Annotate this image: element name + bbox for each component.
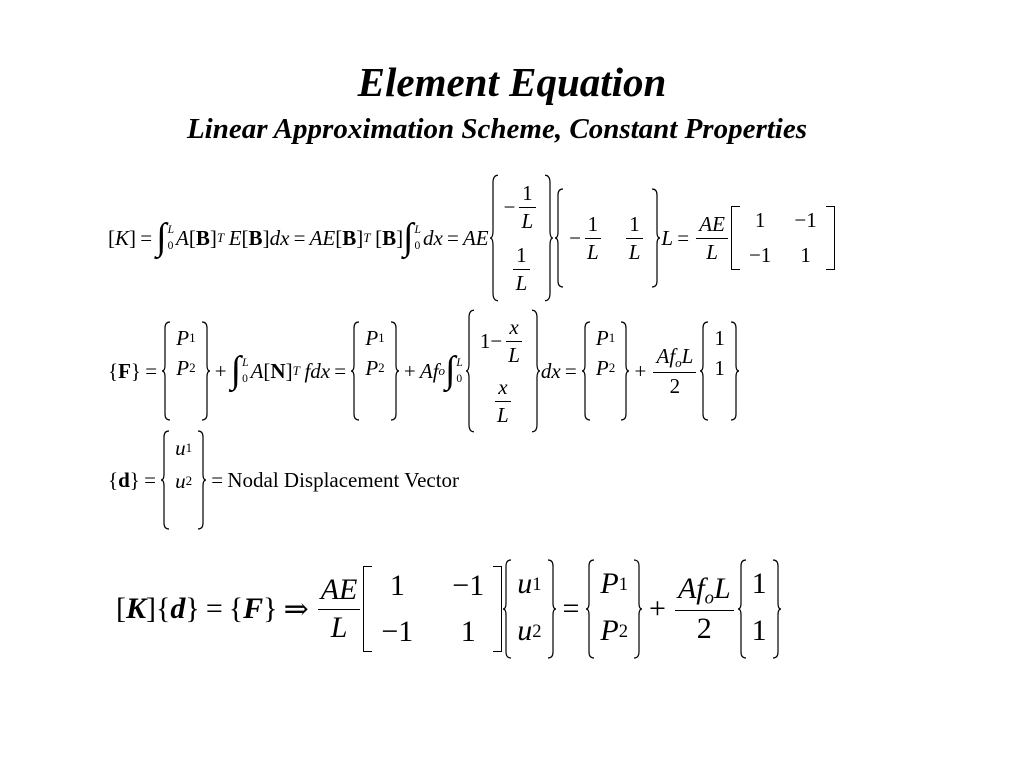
implies-symbol: ⇒ [283, 592, 309, 626]
integral-symbol: ∫ L 0 [156, 216, 175, 259]
stiffness-matrix: 1 −1 −1 1 [363, 566, 502, 653]
integral-symbol: ∫ L 0 [230, 349, 249, 392]
k-bracket-term: [ K ] [108, 225, 137, 250]
right-brace [201, 321, 211, 421]
right-brace [531, 309, 541, 433]
stiffness-matrix-equation: [ K ] = ∫ L 0 A [ B ] T E [ B ] dx = AE [ B ] T [ B ] ∫ L 0 dx = AE − $\frac{1}{L}$ $\frac{1}{L}$ − $\frac{1}{L}$ $\frac{1}{L}$ L = $\frac{AE}{L}$ 1 −1 −1 1 [108, 173, 835, 303]
force-vector-equation: { F } = P 1 P 2 + ∫ L 0 A [ N ] T fdx = P 1 P 2 + A f o ∫ L 0 1− $\frac{x}{L}$ $\frac{x}{L}$ dx = P 1 P 2 + $\frac{Af_oL}{2}$ 1 1 [108, 308, 740, 434]
right-bracket [493, 566, 502, 653]
integral-symbol: ∫ L 0 [445, 349, 463, 392]
right-brace [197, 430, 207, 530]
displacement-vector: u 1 u 2 [160, 430, 207, 530]
left-brace [489, 174, 499, 302]
b-row-vector: − $\frac{1}{L}$ $\frac{1}{L}$ [554, 188, 661, 288]
load-vector: P 1 P 2 [581, 321, 630, 421]
right-brace [620, 321, 630, 421]
ones-vector: 1 1 [699, 321, 740, 421]
right-brace [730, 321, 740, 421]
right-brace [544, 174, 554, 302]
left-brace [160, 430, 170, 530]
b-transpose-column-vector: − $\frac{1}{L}$ $\frac{1}{L}$ [489, 174, 555, 302]
right-brace [651, 188, 661, 288]
left-brace [737, 559, 747, 659]
right-brace [547, 559, 557, 659]
displacement-vector-equation: { d } = u 1 u 2 = Nodal Displacement Vector [108, 443, 459, 517]
left-brace [554, 188, 564, 288]
stiffness-matrix: 1 −1 −1 1 [731, 206, 835, 270]
displacement-vector: u 1 u 2 [502, 559, 556, 659]
slide-title: Element Equation [357, 59, 667, 105]
right-brace [633, 559, 643, 659]
integral-symbol: ∫ L 0 [403, 216, 421, 259]
left-brace [465, 309, 475, 433]
slide-subtitle: Linear Approximation Scheme, Constant Properties [186, 113, 808, 145]
left-bracket [363, 566, 372, 653]
left-brace [581, 321, 591, 421]
left-brace [350, 321, 360, 421]
left-brace [585, 559, 595, 659]
left-brace [161, 321, 171, 421]
shape-function-vector: 1− $\frac{x}{L}$ $\frac{x}{L}$ [465, 309, 541, 433]
right-brace [390, 321, 400, 421]
left-bracket [731, 206, 740, 270]
element-system-equation: [ K ]{ d } = { F } ⇒ $\frac{AE}{L}$ 1 −1 −1 1 u 1 u 2 = P 1 P 2 + $\frac{Af_oL}{2}$ 1 1 [116, 556, 782, 662]
load-vector: P 1 P 2 [585, 559, 643, 659]
ones-vector: 1 1 [737, 559, 782, 659]
right-bracket [826, 206, 835, 270]
left-brace [502, 559, 512, 659]
load-vector: P 1 P 2 [350, 321, 399, 421]
displacement-label: Nodal Displacement Vector [227, 467, 460, 492]
right-brace [772, 559, 782, 659]
left-brace [699, 321, 709, 421]
load-vector: P 1 P 2 [161, 321, 210, 421]
